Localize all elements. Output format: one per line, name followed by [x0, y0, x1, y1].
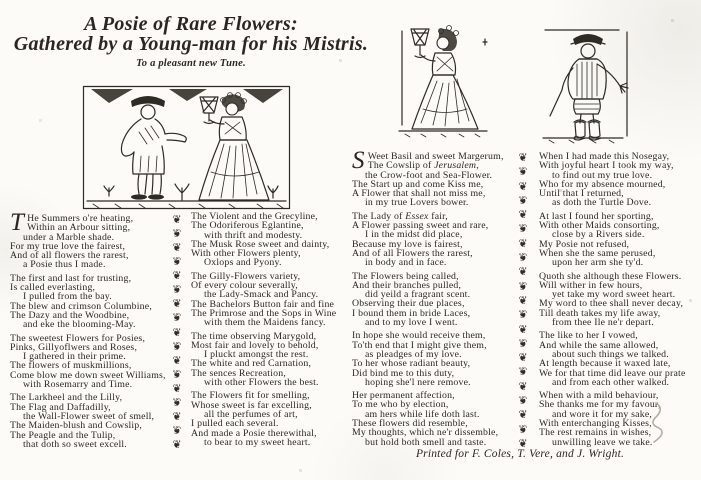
stanza [352, 391, 518, 447]
title-block [8, 14, 374, 69]
fleuron-icon: ❦ [172, 227, 182, 241]
stanza [191, 332, 357, 388]
woodcut-woman-icon [397, 23, 493, 143]
fleuron-icon: ❦ [518, 365, 528, 379]
verse-line: but hold both smell and taste. [365, 436, 487, 448]
fleuron-icon: ❦ [518, 222, 528, 236]
verse-line: T He Summers o're heating, [10, 209, 134, 236]
verse-line: The Maiden-blush and Cowslip, [10, 420, 143, 432]
fleuron-icon: ❦ [518, 422, 528, 436]
verse-line: Of every colour severally, [191, 280, 298, 292]
verse-line: Most fair and lovely to behold, [191, 339, 319, 351]
stanza [539, 391, 701, 447]
verse-line: The Primrose and the Sops in Wine [191, 307, 337, 319]
verse-line: The Flowers fit for smelling, [191, 390, 310, 402]
verse-line: in my true Lovers bower. [365, 197, 469, 209]
stanza [10, 393, 176, 449]
verse-line: and to my love I went. [365, 317, 458, 329]
verse-line: We for that time did leave our prate [539, 367, 686, 379]
verse-line: S Weet Basil and sweet Margerum, [352, 147, 504, 174]
verse-line: am hers while life doth last. [365, 408, 480, 420]
woman-figure [199, 93, 269, 200]
drop-cap: S [352, 147, 365, 174]
verse-line: Because my love is fairest, [352, 238, 463, 250]
woodcut-couple-icon [81, 84, 292, 212]
verse-line: I pluckt amongst the rest. [204, 349, 309, 361]
verse-line: The blew and crimson Columbine, [10, 300, 152, 312]
fleuron-icon: ❦ [518, 293, 528, 307]
verse-line: in body and in face. [365, 257, 447, 269]
verse-line: a Posie thus I made. [23, 259, 106, 271]
verse-line: With other Maids consorting, [539, 220, 660, 232]
verse-line: Her permanent affection, [352, 390, 455, 402]
verse-line: The sences Recreation, [191, 367, 286, 379]
drop-cap: T [10, 209, 25, 236]
fleuron-icon: ❦ [518, 436, 528, 450]
verse-line: hoping she'l nere remove. [365, 376, 471, 388]
verse-line: from thee Ile ne'r depart. [552, 317, 654, 329]
verse-line: The Larkheel and the Lilly, [10, 392, 123, 404]
fleuron-icon: ❦ [172, 339, 182, 353]
verse-line: all the perfumes of art, [204, 408, 298, 420]
verse-line: I bound them in bride Laces, [352, 307, 471, 319]
verse-line: Observing their due places, [352, 298, 465, 310]
fleuron-icon: ❦ [172, 311, 182, 325]
verse-line: did yeild a fragrant scent. [365, 289, 471, 301]
verse-line: She thanks me for my favour, [539, 399, 661, 411]
verse-line: The Start up and come Kiss me, [352, 178, 484, 190]
fleuron-icon: ❦ [172, 395, 182, 409]
verse-line: To her whose radiant beauty, [352, 358, 471, 370]
verse-line: close by a Rivers side. [552, 229, 645, 241]
fleuron-icon: ❦ [518, 351, 528, 365]
verse-line: With enterchanging Kisses, [539, 418, 652, 430]
fleuron-icon: ❦ [518, 193, 528, 207]
page-title: A Posie of Rare Flowers: [84, 13, 298, 35]
fleuron-icon: ❦ [518, 179, 528, 193]
fleuron-icon: ❦ [172, 353, 182, 367]
verse-line: The Violent and the Grecyline, [191, 211, 318, 222]
fleuron-icon: ❦ [172, 283, 182, 297]
verse-line: Until that I returned, [539, 188, 624, 200]
fleuron-icon: ❦ [172, 269, 182, 283]
pencil-mark [643, 398, 667, 448]
verse-line: The sweetest Flowers for Posies, [10, 332, 146, 344]
fleuron-icon: ❦ [518, 336, 528, 350]
verse-line: And while the same allowed, [539, 339, 659, 351]
verse-line: The Flowers being called, [352, 270, 459, 282]
verse-line: with other Flowers the best. [204, 377, 319, 389]
verse-line: Did bind me to this duty, [352, 367, 455, 379]
verse-line: yet take my word sweet heart. [552, 289, 676, 301]
verse-line: and eke the blooming-May. [23, 319, 136, 331]
stanza [352, 212, 518, 268]
verse-line: A Flower passing sweet and rare, [352, 220, 489, 232]
verse-line: The rest remains in wishes, [539, 427, 652, 439]
fleuron-icon: ❦ [518, 322, 528, 336]
verse-line: The Gilly-Flowers variety, [191, 270, 301, 282]
verse-line: When I had made this Nosegay, [539, 151, 670, 162]
verse-line: Come blow me down sweet Williams, [10, 369, 166, 381]
woodcut-man-icon [535, 26, 635, 144]
stanza [352, 147, 518, 209]
verse-column-2 [191, 212, 357, 451]
man-figure [121, 96, 186, 200]
verse-line: with Rosemarry and Time. [23, 379, 133, 391]
verse-line: With joyful heart I took my way, [539, 160, 674, 172]
fleuron-icon: ❦ [518, 308, 528, 322]
verse-line: about such things we talked. [552, 348, 669, 360]
plants [104, 184, 278, 200]
fleuron-icon: ❦ [518, 394, 528, 408]
verse-line: My thoughts, which ne'r dissemble, [352, 427, 499, 439]
verse-line: At length because it waxed late, [539, 358, 671, 370]
verse-line: The Peagle and the Tulip, [10, 429, 116, 441]
verse-line: The Musk Rose sweet and dainty, [191, 238, 330, 250]
verse-column-1 [10, 209, 176, 453]
fleuron-icon: ❦ [518, 379, 528, 393]
stanza [539, 272, 701, 328]
verse-line: with them the Maidens fancy. [204, 317, 326, 329]
verse-line: to find out my true love. [552, 169, 653, 181]
fleuron-icon: ❦ [172, 213, 182, 226]
verse-line: I pulled from the bay. [23, 291, 112, 303]
verse-line: The time observing Marygold, [191, 330, 317, 342]
verse-line: I pulled each several. [191, 418, 279, 430]
fleuron-icon: ❦ [172, 438, 182, 451]
fleuron-icon: ❦ [172, 297, 182, 311]
verse-line: and from each other walked. [552, 376, 670, 388]
verse-line: In hope she would receive them, [352, 330, 486, 342]
verse-line: The Cowslip of Jerusalem, [367, 160, 479, 172]
verse-line: the Lady-Smack and Pancy. [204, 289, 319, 301]
stanza [191, 272, 357, 328]
verse-line: The flowers of muskmillions, [10, 360, 132, 372]
verse-line: Pinks, Gillyoflwers and Roses, [10, 341, 138, 353]
stanza [191, 391, 357, 447]
verse-line: Who for my absence mourned, [539, 178, 666, 190]
verse-line: as doth the Turtle Dove. [552, 197, 652, 209]
verse-line: Within an Arbour sitting, [27, 222, 131, 234]
verse-line: The Flag and Daffadilly, [10, 401, 111, 413]
verse-line: My word to thee shall never decay, [539, 298, 684, 310]
verse-line: The Dazy and the Woodbine, [10, 309, 130, 321]
verse-line: At last I found her sporting, [539, 210, 654, 222]
verse-line: And their branches pulled, [352, 279, 462, 291]
verse-line: For my true love the fairest, [10, 240, 126, 252]
page-title-line2: Gathered by a Young-man for his Mistris. [13, 33, 369, 55]
verse-line: Oxlops and Pyony. [204, 257, 282, 269]
fleuron-icon: ❦ [518, 408, 528, 422]
fleuron-icon: ❦ [172, 241, 182, 255]
verse-line: unwilling leave we take. [552, 436, 653, 448]
verse-column-3 [352, 147, 518, 451]
tune-direction: To a pleasant new Tune. [136, 58, 246, 69]
stanza [539, 331, 701, 387]
fleuron-icon: ❦ [518, 251, 528, 265]
fleuron-icon: ❦ [518, 165, 528, 179]
verse-line: With other Flowers plenty, [191, 248, 301, 260]
imprint: Printed for F. Coles, T. Vere, and J. Wright. [415, 448, 625, 460]
stanza [352, 331, 518, 387]
verse-line: Quoth she although these Flowers. [539, 270, 682, 282]
verse-line: A Flower that shall not miss me, [352, 188, 486, 200]
verse-line: with thrift and modesty. [204, 229, 303, 241]
fleuron-icon: ❦ [172, 255, 182, 269]
stanza [10, 209, 176, 271]
fleuron-icon: ❦ [518, 279, 528, 293]
verse-line: The like to her I vowed, [539, 330, 638, 342]
verse-line: and wore it for my sake, [552, 408, 653, 420]
fleuron-icon: ❦ [172, 409, 182, 423]
scan-speckles [0, 0, 1, 1]
verse-line: The Bachelors Button fair and fine [191, 298, 335, 310]
fleuron-icon: ❦ [518, 151, 528, 164]
verse-line: the Wall-Flower sweet of smell, [23, 410, 155, 422]
verse-line: The Lady of Essex fair, [352, 210, 448, 222]
verse-line: Whose sweet is far excelling, [191, 399, 312, 411]
verse-line: To me who by election, [352, 399, 449, 411]
fleuron-icon: ❦ [172, 367, 182, 381]
verse-line: The Odoriferous Eglantine, [191, 220, 304, 232]
verse-line: as pleadges of my love. [365, 348, 462, 360]
verse-line: And made a Posie therewithal, [191, 427, 317, 439]
verse-line: When with a mild behaviour, [539, 390, 659, 402]
verse-line: upon her arm she ty'd. [552, 257, 644, 269]
verse-line: And of all Flowers the rarest, [352, 247, 473, 259]
verse-line: to bear to my sweet heart. [204, 436, 311, 448]
fleuron-icon: ❦ [518, 208, 528, 222]
verse-line: I gathered in their prime. [23, 351, 126, 363]
fleuron-icon: ❦ [518, 265, 528, 279]
stanza [10, 274, 176, 330]
verse-line: The white and red Carnation, [191, 358, 312, 370]
stanza [10, 334, 176, 390]
verse-line: Till death takes my life away, [539, 307, 661, 319]
verse-line: I in the midst did place, [365, 229, 463, 241]
fleuron-icon: ❦ [172, 325, 182, 339]
verse-column-4 [539, 152, 701, 451]
verse-line: under a Marble shade. [23, 231, 115, 243]
verse-line: the Crow-foot and Sea-Flower. [365, 169, 493, 181]
stanza [352, 272, 518, 328]
stanza [191, 212, 357, 268]
fleuron-icon: ❦ [172, 423, 182, 437]
stanza [539, 212, 701, 268]
verse-line: These flowers did resemble, [352, 418, 468, 430]
verse-line: To'th end that I might give them, [352, 339, 487, 351]
verse-line: that doth so sweet excell. [23, 438, 127, 450]
fleuron-icon: ❦ [518, 236, 528, 250]
verse-line: Will wither in few hours, [539, 279, 643, 291]
stanza [539, 152, 701, 208]
verse-line: And of all flowers the rarest, [10, 250, 129, 262]
verse-line: My Posie not refused, [539, 238, 630, 250]
verse-line: Is called everlasting, [10, 282, 96, 294]
verse-line: The first and last for trusting, [10, 272, 132, 284]
verse-line: When she the same perused, [539, 247, 656, 259]
fleuron-icon: ❦ [172, 381, 182, 395]
